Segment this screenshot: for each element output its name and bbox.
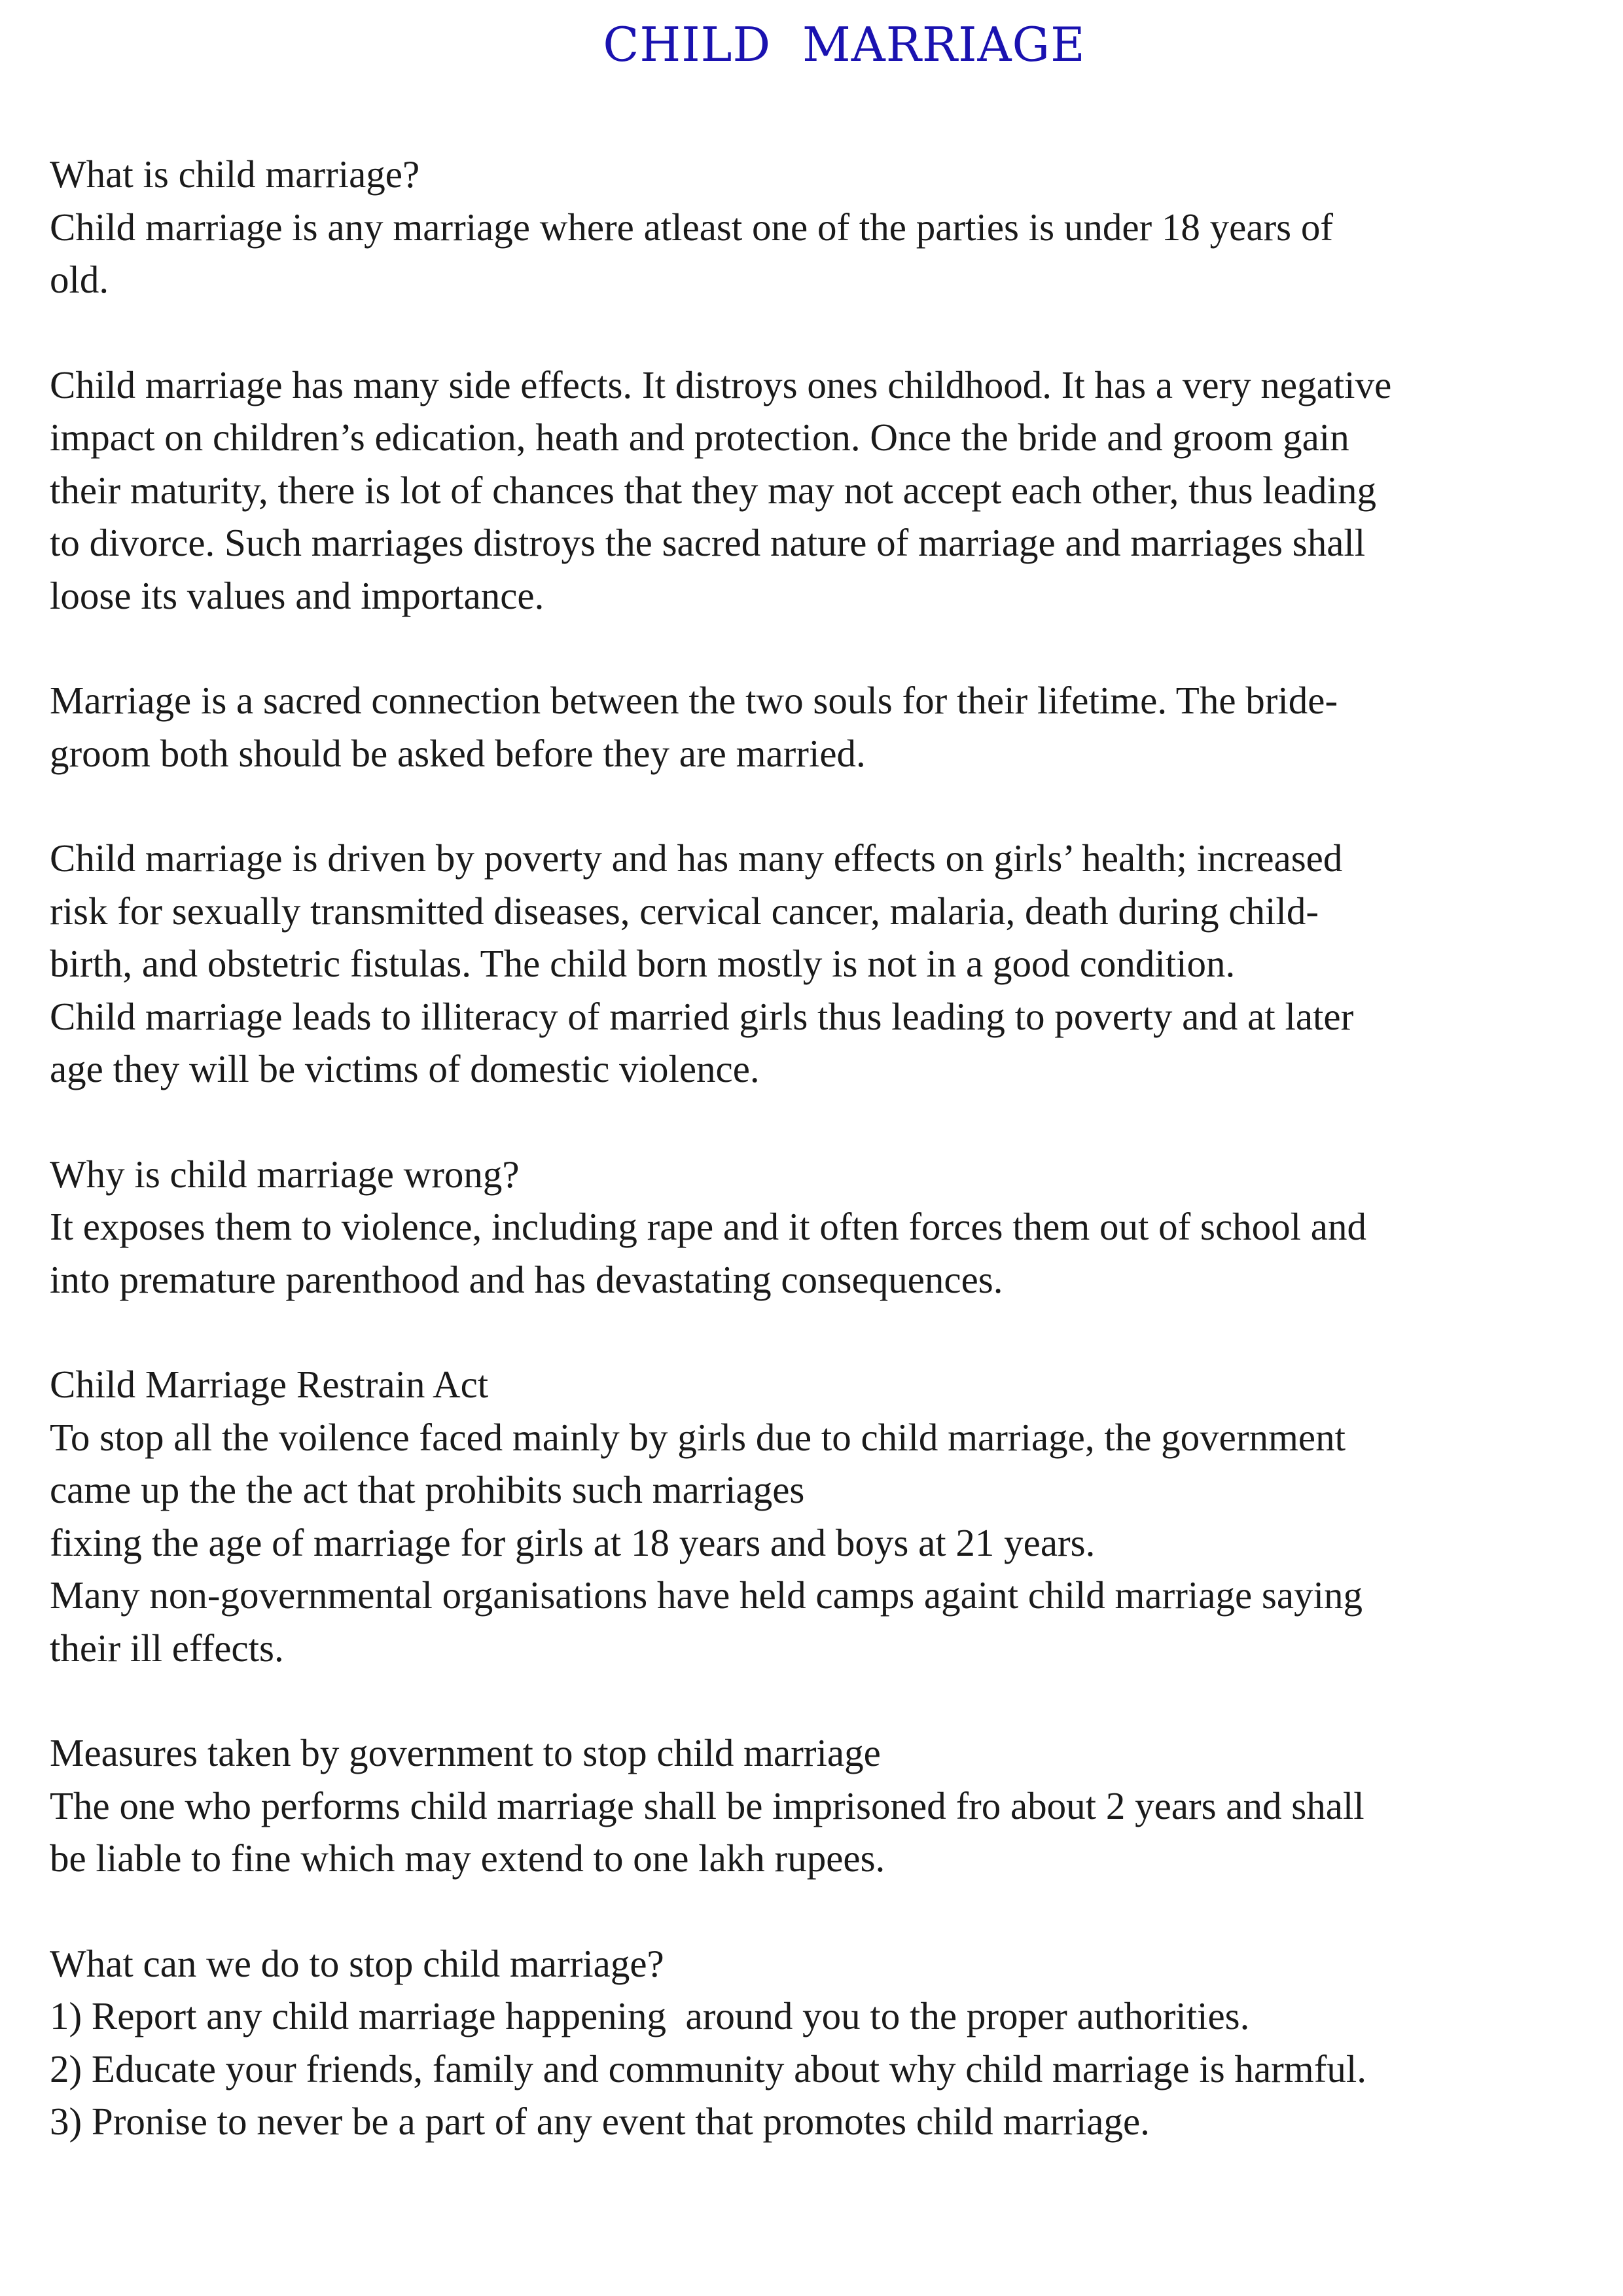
paragraph-side-effects xyxy=(50,359,1607,622)
text-line: Child marriage has many side effects. It distroys ones childhood. It has a very negative xyxy=(50,363,1392,406)
list-item: 2) Educate your friends, family and community about why child marriage is harmful. xyxy=(50,2047,1366,2090)
text-line: impact on children’s edication, heath and protection. Once the bride and groom gain xyxy=(50,416,1349,459)
paragraph-sacred-connection xyxy=(50,674,1607,780)
paragraph-measures xyxy=(50,1727,1607,1885)
paragraph-what-can-we-do xyxy=(50,1937,1607,2148)
text-line: To stop all the voilence faced mainly by girls due to child marriage, the government xyxy=(50,1415,1346,1459)
list-item: 3) Pronise to never be a part of any event that promotes child marriage. xyxy=(50,2100,1150,2143)
text-line: Marriage is a sacred connection between the two souls for their lifetime. The bride- xyxy=(50,679,1338,722)
text-line: to divorce. Such marriages distroys the sacred nature of marriage and marriages shall xyxy=(50,521,1366,564)
text-line: their ill effects. xyxy=(50,1626,284,1670)
text-line: Many non-governmental organisations have held camps againt child marriage saying xyxy=(50,1573,1363,1617)
text-line: their maturity, there is lot of chances that they may not accept each other, thus leading xyxy=(50,468,1376,512)
text-line: loose its values and importance. xyxy=(50,573,544,617)
paragraph-what-is xyxy=(50,148,1607,306)
text-line: The one who performs child marriage shall be imprisoned fro about 2 years and shall xyxy=(50,1784,1364,1827)
text-line: fixing the age of marriage for girls at 18 years and boys at 21 years. xyxy=(50,1520,1096,1564)
text-line: groom both should be asked before they are married. xyxy=(50,731,866,775)
text-line: age they will be victims of domestic violence. xyxy=(50,1047,760,1090)
text-line: Child marriage is driven by poverty and has many effects on girls’ health; increased xyxy=(50,836,1343,880)
text-line: risk for sexually transmitted diseases, cervical cancer, malaria, death during child- xyxy=(50,889,1319,933)
text-line: Child marriage is any marriage where atleast one of the parties is under 18 years of xyxy=(50,205,1334,249)
text-line: Child marriage leads to illiteracy of married girls thus leading to poverty and at later xyxy=(50,994,1354,1038)
paragraph-why-wrong xyxy=(50,1148,1607,1306)
paragraph-restrain-act xyxy=(50,1358,1607,1674)
text-line: into premature parenthood and has devastating consequences. xyxy=(50,1257,1003,1301)
text-line: birth, and obstetric fistulas. The child born mostly is not in a good condition. xyxy=(50,942,1236,985)
text-line: Measures taken by government to stop child marriage xyxy=(50,1731,881,1774)
document-body xyxy=(50,148,1607,2200)
text-line: be liable to fine which may extend to one lakh rupees. xyxy=(50,1837,885,1880)
text-line: What is child marriage? xyxy=(50,152,420,196)
text-line: Why is child marriage wrong? xyxy=(50,1152,520,1196)
text-line: old. xyxy=(50,258,109,301)
text-line: came up the the act that prohibits such marriages xyxy=(50,1468,805,1511)
paragraph-health-effects xyxy=(50,832,1607,1096)
text-line: What can we do to stop child marriage? xyxy=(50,1941,664,1985)
text-line: It exposes them to violence, including rape and it often forces them out of school and xyxy=(50,1205,1366,1248)
list-item: 1) Report any child marriage happening around you to the proper authorities. xyxy=(50,1994,1250,2037)
page-title: CHILD MARRIAGE xyxy=(603,17,1086,72)
text-line: Child Marriage Restrain Act xyxy=(50,1363,489,1406)
